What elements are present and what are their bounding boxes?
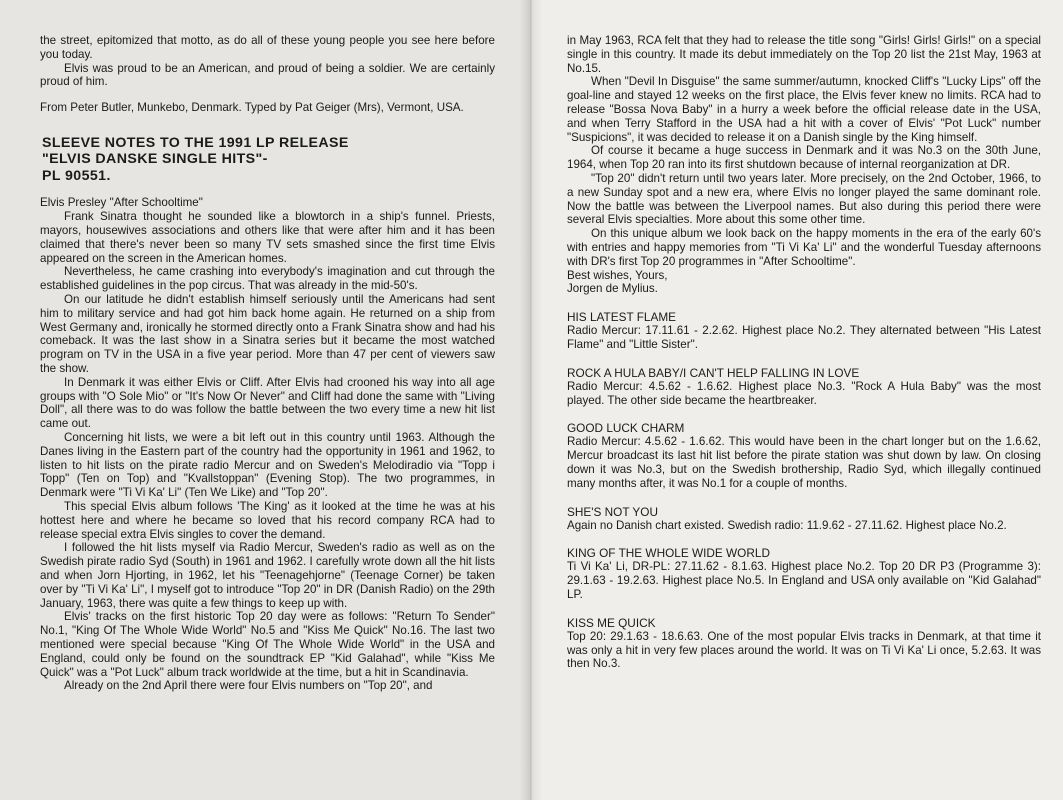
song-entry [567, 616, 1041, 671]
left-body-paragraph: Frank Sinatra thought he sounded like a blowtorch in a ship's funnel. Priests, mayors, housewives associations and others like that were after him and it has been claimed that there's never been so many TV sets smashed since the first time Elvis appeared on the screen in the American homes. [40, 210, 495, 265]
left-body-paragraph: Already on the 2nd April there were four Elvis numbers on "Top 20", and [64, 679, 433, 693]
song-notes: Radio Mercur: 4.5.62 - 1.6.62. Highest place No.3. "Rock A Hula Baby" was the most played. The other side became the heartbreaker. [567, 379, 1041, 407]
right-body-paragraph: Of course it became a huge success in Denmark and it was No.3 on the 30th June, 1964, when Top 20 ran into its first shutdown because of internal reorganization at DR. [567, 144, 1041, 172]
left-body-paragraph: I followed the hit lists myself via Radio Mercur, Sweden's radio as well as on the Swedish pirate radio Syd (South) in 1961 and 1962. I carefully wrote down all the hit lists and when Jorn Hjorting, in 1962, let his "Teenagehjorne" (Teenage Corner) be taken over by "Ti Vi Ka' Li", I myself got to introduce "Top 20" in DR (Danish Radio) on the 29th January, 1963, there was quite a few things to keep up with. [40, 541, 495, 610]
song-entry [567, 505, 1041, 533]
song-notes: Again no Danish chart existed. Swedish radio: 11.9.62 - 27.11.62. Highest place No.2. [567, 518, 1007, 532]
heading-line-1: SLEEVE NOTES TO THE 1991 LP RELEASE [42, 134, 349, 151]
sleeve-notes-heading [42, 135, 495, 185]
left-body-paragraph: This special Elvis album follows 'The King' as it looked at the time he was at his hottest here and where he became so loved that his record company RCA had to release special extra Elvis singles to cover the demand. [40, 500, 495, 541]
song-entry [567, 421, 1041, 490]
left-paragraph-0: the street, epitomized that motto, as do all of these young people you see here before you today. [40, 34, 495, 61]
credit-line: From Peter Butler, Munkebo, Denmark. Typed by Pat Geiger (Mrs), Vermont, USA. [40, 101, 464, 115]
song-title: ROCK A HULA BABY/I CAN'T HELP FALLING IN LOVE [567, 365, 860, 380]
song-notes: Top 20: 29.1.63 - 18.6.63. One of the most popular Elvis tracks in Denmark, at that time it was only a hit in very few places around the world. It was on Ti Vi Ka' Li once, 5.2.63. It was then No.3. [567, 629, 1041, 671]
left-body-paragraph: In Denmark it was either Elvis or Cliff. After Elvis had crooned his way into all age groups with "O Sole Mio" or "It's Now Or Never" and Cliff had done the same with "Living Doll", all there was to do was follow the battle between the two every time a new hit list came out. [40, 375, 495, 431]
right-body-paragraph: On this unique album we look back on the happy moments in the era of the early 60's with entries and happy memories from "Ti Vi Ka' Li" and the wonderful Tuesday afternoons with DR's first Top 20 programmes in "After Schooltime". [567, 227, 1041, 268]
song-notes: Ti Vi Ka' Li, DR-PL: 27.11.62 - 8.1.63. Highest place No.2. Top 20 DR P3 (Programme 3): 29.1.63 - 19.2.63. Highest place No.5. In England and USA only available on "Kid Galahad" LP. [567, 560, 1041, 601]
heading-line-3: PL 90551. [42, 167, 111, 184]
song-notes: Radio Mercur: 17.11.61 - 2.2.62. Highest place No.2. They alternated between "His Latest Flame" and "Little Sister". [567, 324, 1041, 351]
left-body-paragraph: Nevertheless, he came crashing into everybody's imagination and cut through the established guidelines in the pop circus. That was already in the mid-50's. [40, 265, 495, 293]
song-title: KISS ME QUICK [567, 615, 656, 630]
song-title: SHE'S NOT YOU [567, 504, 658, 519]
song-title: GOOD LUCK CHARM [567, 421, 685, 436]
right-body-paragraph: "Top 20" didn't return until two years later. More precisely, on the 2nd October, 1966, to a new Sunday spot and a new era, where Elvis no longer played the same dominant role. Now the battle was between the Liverpool names. But also during this period there were several Elvis specialties. More about this some other time. [567, 171, 1041, 227]
song-title: HIS LATEST FLAME [567, 310, 677, 325]
left-paragraph-1: Elvis was proud to be an American, and proud of being a soldier. We are certainly proud of him. [40, 61, 495, 89]
song-entry [567, 366, 1041, 408]
song-entry [567, 310, 1041, 352]
left-page [0, 0, 531, 800]
right-body-paragraph: When "Devil In Disguise" the same summer/autumn, knocked Cliff's "Lucky Lips" off the goal-line and stayed 12 weeks on the first place, the Elvis fever knew no limits. RCA had to release "Bossa Nova Baby" in a hurry a week before the official release date in the USA, and when Terry Stafford in the USA had a hit with a cover of Elvis' "Pot Luck" number "Suspicions", it was decided to release it on a Danish single by the King himself. [567, 75, 1041, 144]
song-title: KING OF THE WHOLE WIDE WORLD [567, 546, 770, 561]
left-body-paragraph: On our latitude he didn't establish himself seriously until the Americans had sent him to military service and had got him back home again. He returned on a ship from West Germany and, ironically he stormed directly onto a Frank Sinatra show and had his comeback. It was the last show in a Sinatra series but it became the most watched program on TV in the USA in a five year period. More than 47 per cent of viewers saw the show. [40, 293, 495, 376]
right-page [531, 0, 1063, 800]
song-notes: Radio Mercur: 4.5.62 - 1.6.62. This would have been in the chart longer but on the 1.6.62, Mercur broadcast its last hit list before the pirate station was shut down by law. On closing down it was No.3, but on the Swedish brothership, Radio Syd, which illegally continued many months after, it was No.1 for a couple of months. [567, 435, 1041, 490]
heading-line-2: "ELVIS DANSKE SINGLE HITS"- [42, 151, 268, 168]
right-body-paragraph: in May 1963, RCA felt that they had to release the title song "Girls! Girls! Girls!" on a special single in this country. It made its debut immediately on the Top 20 list the 21st May, 1963 at No.15. [567, 34, 1041, 75]
signoff-signature: Jorgen de Mylius. [567, 282, 658, 296]
signoff-line: Best wishes, Yours, [567, 268, 668, 282]
song-entry [567, 546, 1041, 601]
left-body-paragraph: Elvis' tracks on the first historic Top 20 day were as follows: "Return To Sender" No.1, "King Of The Whole Wide World" No.5 and "Kiss Me Quick" No.16. The last two mentioned were special because "King Of The Whole Wide World" in the USA and England, could only be found on the soundtrack EP "Kid Galahad", while "Kiss Me Quick" was a "Pot Luck" album track worldwide at the time, but a hit in Scandinavia. [40, 610, 495, 679]
left-body-paragraph: Concerning hit lists, we were a bit left out in this country until 1963. Although the Danes living in the Eastern part of the country had the opportunity in 1961 and 1962, to listen to hit lists on the pirate radio Mercur and on Sweden's Melodiradio via "Topp i Topp" (Ten on Top) and "Kvallstoppan" (Evening Stop). The two programmes, in Denmark were "Ti Vi Ka' Li" (Ten We Like) and "Top 20". [40, 431, 495, 500]
album-title: Elvis Presley "After Schooltime" [40, 196, 203, 210]
